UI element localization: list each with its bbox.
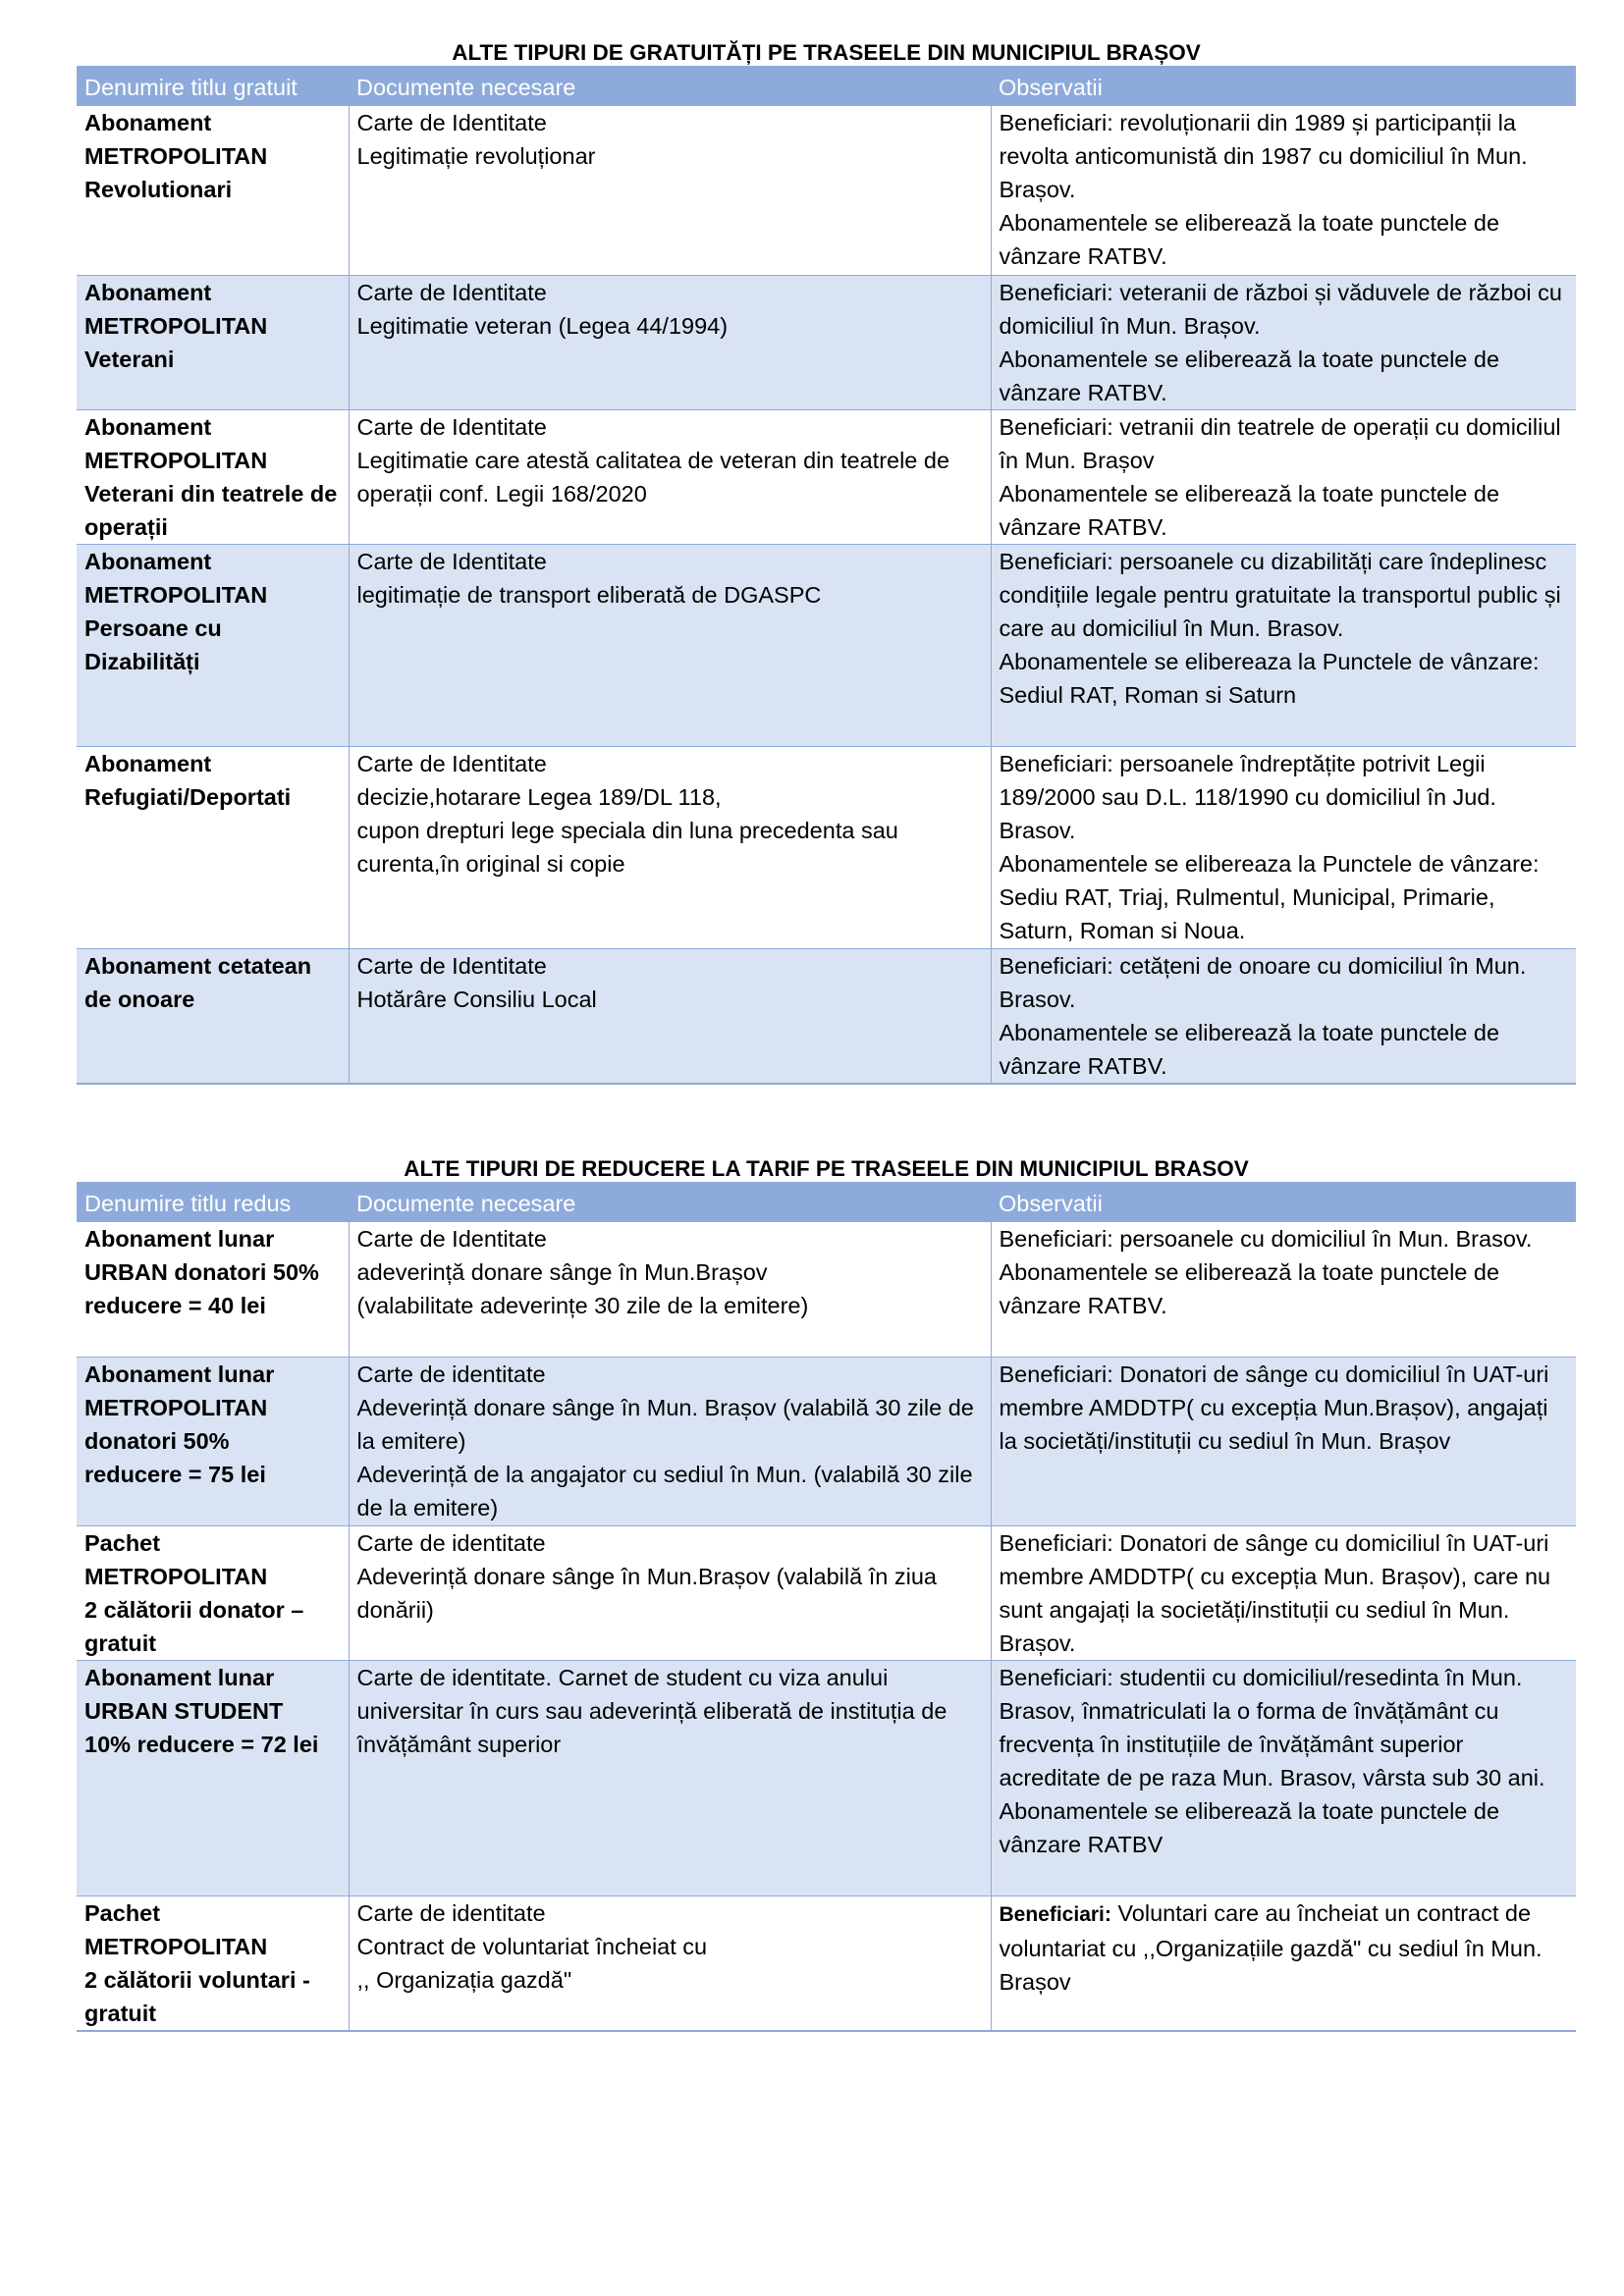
title-name-cell: Abonament METROPOLITAN Revolutionari [77,106,349,275]
table-header-row [77,66,1576,106]
table-row [77,1896,1576,2031]
column-header-name: Denumire titlu redus [77,1182,349,1222]
documents-cell: Carte de identitate. Carnet de student cu viza anului universitar în curs sau adeverință eliberată de instituția de învățământ superior [349,1660,991,1896]
beneficiaries-label: Beneficiari: [999,1902,1111,1926]
observations-cell: Beneficiari: Donatori de sânge cu domiciliul în UAT-uri membre AMDDTP( cu excepția Mun. Brașov), care nu sunt angajați la societăți/instituții cu sediul în Mun. Brașov. [991,1525,1576,1660]
observations-cell: Beneficiari: veteranii de război și văduvele de război cu domiciliul în Mun. Brașov. Abonamentele se eliberează la toate punctele de vânzare RATBV. [991,275,1576,409]
free-section-title: ALTE TIPURI DE GRATUITĂȚI PE TRASEELE DIN MUNICIPIUL BRAȘOV [452,40,1201,65]
documents-cell: Carte de Identitate legitimație de transport eliberată de DGASPC [349,544,991,746]
observations-cell: Beneficiari: cetățeni de onoare cu domiciliul în Mun. Brasov. Abonamentele se eliberează la toate punctele de vânzare RATBV. [991,948,1576,1084]
title-name-cell: Abonament lunar METROPOLITAN donatori 50% reducere = 75 lei [77,1357,349,1525]
title-name-cell: Abonament METROPOLITAN Veterani din teatrele de operații [77,409,349,544]
observations-cell: Beneficiari: studentii cu domiciliul/resedinta în Mun. Brasov, înmatriculati la o forma de învățământ cu frecvența în instituțiile de învățământ superior acreditate de pe raza Mun. Brasov, vârsta sub 30 ani. Abonamentele se eliberează la toate punctele de vânzare RATBV [991,1660,1576,1896]
column-header-observations: Observatii [991,1182,1576,1222]
reduced-titles-table [77,1182,1576,2032]
column-header-name: Denumire titlu gratuit [77,66,349,106]
documents-cell: Carte de Identitate adeverință donare sânge în Mun.Brașov (valabilitate adeverințe 30 zile de la emitere) [349,1222,991,1357]
documents-cell: Carte de Identitate Legitimatie care atestă calitatea de veteran din teatrele de operații conf. Legii 168/2020 [349,409,991,544]
title-name-cell: Abonament Refugiati/Deportati [77,746,349,948]
observations-cell: Beneficiari: persoanele cu domiciliul în Mun. Brasov. Abonamentele se eliberează la toate punctele de vânzare RATBV. [991,1222,1576,1357]
table-row [77,409,1576,544]
documents-cell: Carte de identitate Adeverință donare sânge în Mun.Brașov (valabilă în ziua donării) [349,1525,991,1660]
column-header-documents: Documente necesare [349,66,991,106]
table-row [77,746,1576,948]
documents-cell: Carte de Identitate Legitimație revoluționar [349,106,991,275]
title-name-cell: Abonament cetatean de onoare [77,948,349,1084]
table-row [77,1525,1576,1660]
table-row [77,1357,1576,1525]
title-name-cell: Abonament lunar URBAN STUDENT 10% reducere = 72 lei [77,1660,349,1896]
title-name-cell: Abonament METROPOLITAN Persoane cu Dizabilități [77,544,349,746]
table-row [77,544,1576,746]
observations-cell: Beneficiari: Voluntari care au încheiat un contract de voluntariat cu ,,Organizațiile gazdă" cu sediul în Mun. Brașov [991,1896,1576,2031]
column-header-documents: Documente necesare [349,1182,991,1222]
column-header-observations: Observatii [991,66,1576,106]
title-name-cell: Abonament lunar URBAN donatori 50% reducere = 40 lei [77,1222,349,1357]
observations-cell: Beneficiari: persoanele cu dizabilități care îndeplinesc condițiile legale pentru gratuitate la transportul public și care au domiciliul în Mun. Brasov. Abonamentele se elibereaza la Punctele de vânzare: Sediul RAT, Roman si Saturn [991,544,1576,746]
table-row [77,275,1576,409]
reduced-section-title: ALTE TIPURI DE REDUCERE LA TARIF PE TRASEELE DIN MUNICIPIUL BRASOV [404,1156,1249,1181]
title-name-cell: Pachet METROPOLITAN 2 călătorii voluntari - gratuit [77,1896,349,2031]
table-row [77,1660,1576,1896]
free-titles-table [77,66,1576,1085]
title-name-cell: Pachet METROPOLITAN 2 călătorii donator – gratuit [77,1525,349,1660]
observations-cell: Beneficiari: revoluționarii din 1989 și participanții la revolta anticomunistă din 1987 cu domiciliul în Mun. Brașov. Abonamentele se eliberează la toate punctele de vânzare RATBV. [991,106,1576,275]
documents-cell: Carte de Identitate Hotărâre Consiliu Local [349,948,991,1084]
table-row [77,1222,1576,1357]
documents-cell: Carte de Identitate decizie,hotarare Legea 189/DL 118, cupon drepturi lege speciala din luna precedenta sau curenta,în original si copie [349,746,991,948]
table-header-row [77,1182,1576,1222]
table-row [77,106,1576,275]
documents-cell: Carte de identitate Adeverință donare sânge în Mun. Brașov (valabilă 30 zile de la emitere) Adeverință de la angajator cu sediul în Mun. (valabilă 30 zile de la emitere) [349,1357,991,1525]
observations-cell: Beneficiari: persoanele îndreptățite potrivit Legii 189/2000 sau D.L. 118/1990 cu domiciliul în Jud. Brasov. Abonamentele se elibereaza la Punctele de vânzare: Sediu RAT, Triaj, Rulmentul, Municipal, Primarie, Saturn, Roman si Noua. [991,746,1576,948]
documents-cell: Carte de identitate Contract de voluntariat încheiat cu ,, Organizația gazdă" [349,1896,991,2031]
table-row [77,948,1576,1084]
title-name-cell: Abonament METROPOLITAN Veterani [77,275,349,409]
documents-cell: Carte de Identitate Legitimatie veteran (Legea 44/1994) [349,275,991,409]
observations-cell: Beneficiari: Donatori de sânge cu domiciliul în UAT-uri membre AMDDTP( cu excepția Mun.Brașov), angajați la societăți/instituții cu sediul în Mun. Brașov [991,1357,1576,1525]
observations-cell: Beneficiari: vetranii din teatrele de operații cu domiciliul în Mun. Brașov Abonamentele se eliberează la toate punctele de vânzare RATBV. [991,409,1576,544]
